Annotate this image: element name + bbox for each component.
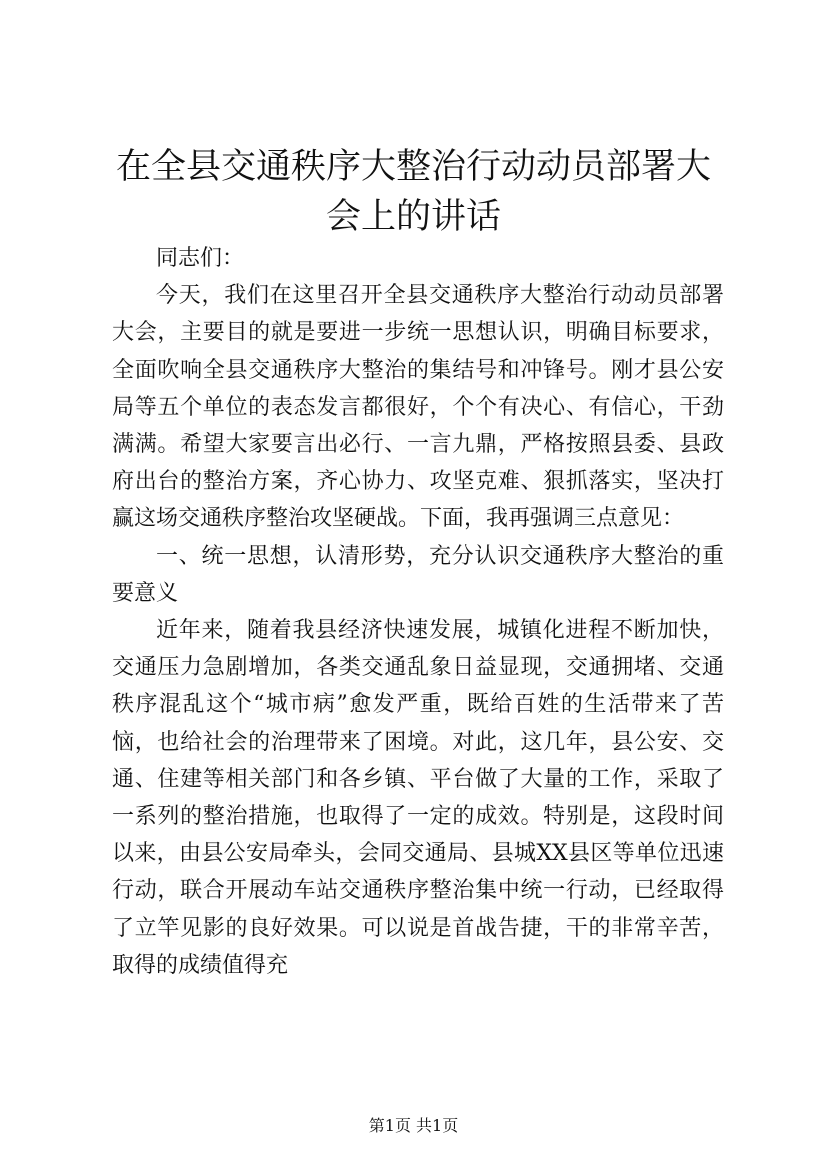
intro-paragraph: 今天，我们在这里召开全县交通秩序大整治行动动员部署大会，主要目的就是要进一步统一思想认识，明确目标要求，全面吹响全县交通秩序大整治的集结号和冲锋号。刚才县公安局等五个单位的表态发言都很好，个个有决心、有信心，干劲满满。希望大家要言出必行、一言九鼎，严格按照县委、县政府出台的整治方案，齐心协力、攻坚克难、狠抓落实，坚决打赢这场交通秩序整治攻坚硬战。下面，我再强调三点意见： [112,283,724,532]
document-title: 在全县交通秩序大整治行动动员部署大会上的讲话 [115,147,711,237]
body-paragraph: 近年来，随着我县经济快速发展，城镇化进程不断加快，交通压力急剧增加，各类交通乱象日益显现，交通拥堵、交通秩序混乱这个“城市病”愈发严重，既给百姓的生活带来了苦恼，也给社会的治理带来了困境。对此，这几年，县公安、交通、住建等相关部门和各乡镇、平台做了大量的工作，采取了一系列的整治措施，也取得了一定的成效。特别是，这段时间以来，由县公安局牵头，会同交通局、县城XX县区等单位迅速行动，联合开展动车站交通秩序整治集中统一行动，已经取得了立竿见影的良好效果。可以说是首战告捷，干的非常辛苦，取得的成绩值得充 [112,618,724,978]
document-body [112,240,724,984]
section-heading-paragraph: 一、统一思想，认清形势，充分认识交通秩序大整治的重要意义 [112,543,724,606]
page-footer: 第1页 共1页 [368,1116,459,1135]
salutation-paragraph: 同志们： [156,246,245,271]
